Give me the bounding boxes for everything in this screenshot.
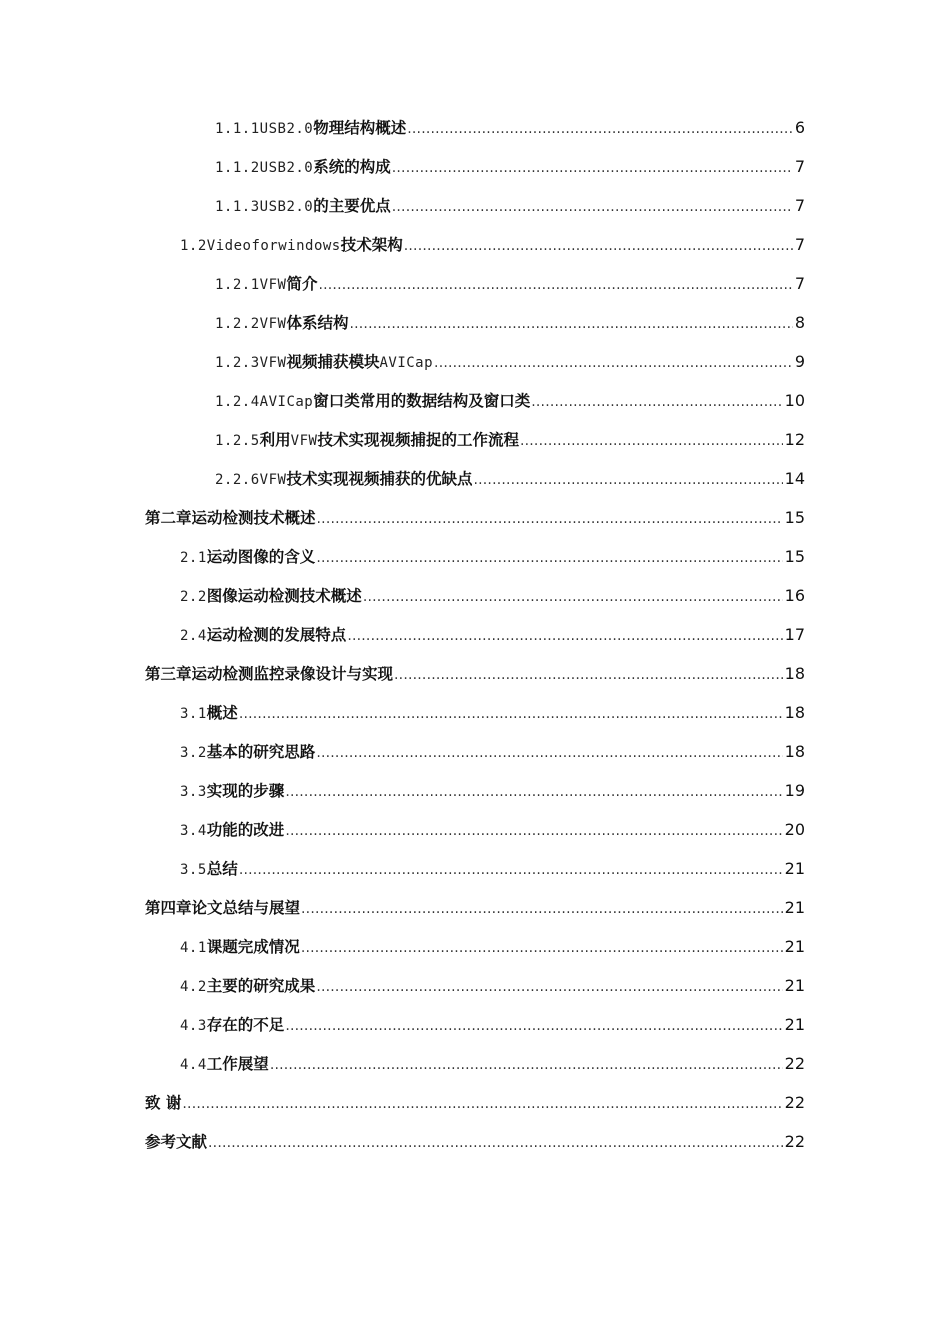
toc-chapter-3[interactable]: [145, 662, 805, 686]
toc-entry-page: 7: [794, 196, 805, 215]
dot-leader: [285, 780, 782, 804]
dot-leader: [392, 156, 793, 180]
toc-entry-page: 22: [784, 1132, 805, 1151]
toc-entry-4-3[interactable]: [180, 1013, 805, 1037]
toc-entry-title: 功能的改进: [206, 821, 285, 839]
toc-entry-number: 1.2.3: [215, 355, 260, 371]
toc-entry-title: 第四章论文总结与展望: [145, 899, 301, 917]
toc-entry-title: 第三章运动检测监控录像设计与实现: [145, 665, 394, 683]
toc-entry-title: 运动检测的发展特点: [206, 626, 347, 644]
dot-leader: [531, 390, 782, 414]
dot-leader: [270, 1053, 783, 1077]
toc-entry-page: 21: [784, 937, 805, 956]
toc-entry-page: 10: [784, 391, 805, 410]
toc-entry-number: 2.1: [180, 550, 207, 566]
toc-entry-number: 4.3: [180, 1018, 207, 1034]
toc-entry-page: 7: [794, 157, 805, 176]
toc-entry-4-4[interactable]: [180, 1052, 805, 1076]
toc-acknowledgements[interactable]: [145, 1091, 805, 1115]
toc-entry-page: 22: [784, 1054, 805, 1073]
toc-entry-page: 21: [784, 976, 805, 995]
dot-leader: [318, 273, 792, 297]
dot-leader: [363, 585, 783, 609]
toc-entry-3-5[interactable]: [180, 857, 805, 881]
dot-leader: [394, 663, 783, 687]
toc-entry-title: 体系结构: [286, 314, 349, 332]
toc-entry-prefix: VFW: [259, 277, 287, 293]
toc-entry-1-2-5[interactable]: [215, 428, 805, 452]
toc-entry-1-2-4[interactable]: [215, 389, 805, 413]
toc-entry-page: 15: [784, 508, 805, 527]
toc-entry-number: 1.2.5: [215, 433, 260, 449]
toc-entry-title: 视频捕获模块: [286, 353, 380, 371]
dot-leader: [392, 195, 793, 219]
toc-entry-2-4[interactable]: [180, 623, 805, 647]
toc-entry-title: 第二章运动检测技术概述: [145, 509, 316, 527]
toc-entry-page: 18: [784, 664, 805, 683]
toc-entry-3-3[interactable]: [180, 779, 805, 803]
toc-entry-title: 技术实现视频捕获的优缺点: [286, 470, 473, 488]
toc-entry-page: 12: [784, 430, 805, 449]
dot-leader: [316, 741, 782, 765]
toc-entry-title-continued: 技术实现视频捕捉的工作流程: [317, 431, 519, 449]
toc-entry-page: 7: [794, 235, 805, 254]
toc-entry-title: 系统的构成: [313, 158, 391, 176]
toc-entry-1-1-1[interactable]: [215, 116, 805, 140]
toc-entry-title: 运动图像的含义: [206, 548, 316, 566]
toc-entry-number: 3.3: [180, 784, 207, 800]
dot-leader: [208, 1131, 783, 1155]
toc-entry-1-2-3[interactable]: [215, 350, 805, 374]
toc-entry-title: 概述: [206, 704, 238, 722]
toc-entry-number: 3.4: [180, 823, 207, 839]
toc-entry-1-2-1[interactable]: [215, 272, 805, 296]
dot-leader: [285, 1014, 782, 1038]
toc-entry-number: 2.2: [180, 589, 207, 605]
toc-entry-title: 工作展望: [206, 1055, 269, 1073]
dot-leader: [285, 819, 782, 843]
toc-entry-title: 基本的研究思路: [206, 743, 316, 761]
toc-entry-page: 8: [794, 313, 805, 332]
toc-entry-title: 图像运动检测技术概述: [206, 587, 362, 605]
toc-entry-title: 简介: [286, 275, 318, 293]
dot-leader: [301, 897, 783, 921]
toc-entry-title: 的主要优点: [313, 197, 391, 215]
toc-entry-3-4[interactable]: [180, 818, 805, 842]
toc-entry-number: 3.1: [180, 706, 207, 722]
toc-entry-number: 4.4: [180, 1057, 207, 1073]
toc-entry-4-1[interactable]: [180, 935, 805, 959]
dot-leader: [520, 429, 783, 453]
toc-entry-2-2-6[interactable]: [215, 467, 805, 491]
dot-leader: [182, 1092, 782, 1116]
toc-entry-title: 利用: [259, 431, 291, 449]
dot-leader: [407, 117, 793, 141]
toc-entry-number: 3.5: [180, 862, 207, 878]
toc-entry-prefix: VFW: [259, 316, 287, 332]
dot-leader: [347, 624, 782, 648]
toc-entry-title: 技术架构: [340, 236, 403, 254]
toc-entry-prefix: USB2.0: [259, 121, 314, 137]
toc-entry-number: 2.2.6: [215, 472, 260, 488]
toc-entry-page: 21: [784, 859, 805, 878]
toc-entry-prefix: VFW: [259, 472, 287, 488]
toc-entry-page: 20: [784, 820, 805, 839]
toc-entry-2-1[interactable]: [180, 545, 805, 569]
toc-entry-title: 窗口类常用的数据结构及窗口类: [313, 392, 531, 410]
toc-entry-number: 2.4: [180, 628, 207, 644]
dot-leader: [349, 312, 792, 336]
toc-entry-number: 3.2: [180, 745, 207, 761]
toc-entry-1-2[interactable]: [180, 233, 805, 257]
toc-entry-page: 19: [784, 781, 805, 800]
dot-leader: [317, 507, 783, 531]
dot-leader: [316, 546, 782, 570]
toc-entry-page: 18: [784, 742, 805, 761]
toc-entry-3-1[interactable]: [180, 701, 805, 725]
toc-entry-title: 课题完成情况: [206, 938, 300, 956]
toc-entry-page: 21: [784, 898, 805, 917]
toc-entry-title: 存在的不足: [206, 1016, 285, 1034]
toc-entry-3-2[interactable]: [180, 740, 805, 764]
dot-leader: [239, 702, 783, 726]
toc-entry-number: 1.1.3: [215, 199, 260, 215]
toc-entry-page: 16: [784, 586, 805, 605]
dot-leader: [473, 468, 782, 492]
dot-leader: [434, 351, 793, 375]
toc-entry-prefix: USB2.0: [259, 160, 314, 176]
toc-entry-suffix: AVICap: [379, 355, 434, 371]
toc-references[interactable]: [145, 1130, 805, 1154]
toc-entry-title: 总结: [206, 860, 238, 878]
toc-entry-title: 物理结构概述: [313, 119, 407, 137]
toc-entry-prefix: USB2.0: [259, 199, 314, 215]
dot-leader: [301, 936, 783, 960]
toc-entry-page: 18: [784, 703, 805, 722]
toc-entry-number: 1.2.1: [215, 277, 260, 293]
dot-leader: [404, 234, 793, 258]
toc-entry-page: 21: [784, 1015, 805, 1034]
toc-entry-suffix: VFW: [290, 433, 318, 449]
toc-entry-number: 4.1: [180, 940, 207, 956]
toc-entry-2-2[interactable]: [180, 584, 805, 608]
toc-entry-title: 致 谢: [145, 1094, 182, 1112]
toc-entry-title: 实现的步骤: [206, 782, 285, 800]
dot-leader: [316, 975, 782, 999]
toc-entry-prefix: Videoforwindows: [206, 238, 341, 254]
toc-entry-4-2[interactable]: [180, 974, 805, 998]
toc-entry-page: 6: [794, 118, 805, 137]
toc-chapter-4[interactable]: [145, 896, 805, 920]
toc-entry-1-1-3[interactable]: [215, 194, 805, 218]
toc-entry-page: 22: [784, 1093, 805, 1112]
toc-entry-title: 主要的研究成果: [206, 977, 316, 995]
toc-chapter-2[interactable]: [145, 506, 805, 530]
toc-entry-page: 7: [794, 274, 805, 293]
toc-entry-page: 14: [784, 469, 805, 488]
toc-entry-number: 1.2.2: [215, 316, 260, 332]
toc-entry-page: 17: [784, 625, 805, 644]
toc-entry-prefix: VFW: [259, 355, 287, 371]
toc-entry-title: 参考文献: [145, 1133, 208, 1151]
toc-entry-number: 4.2: [180, 979, 207, 995]
toc-entry-1-2-2[interactable]: [215, 311, 805, 335]
toc-entry-1-1-2[interactable]: [215, 155, 805, 179]
toc-entry-number: 1.1.2: [215, 160, 260, 176]
toc-entry-number: 1.2: [180, 238, 207, 254]
toc-entry-page: 9: [794, 352, 805, 371]
toc-entry-number: 1.2.4: [215, 394, 260, 410]
dot-leader: [239, 858, 783, 882]
toc-entry-number: 1.1.1: [215, 121, 260, 137]
toc-entry-page: 15: [784, 547, 805, 566]
toc-entry-prefix: AVICap: [259, 394, 314, 410]
